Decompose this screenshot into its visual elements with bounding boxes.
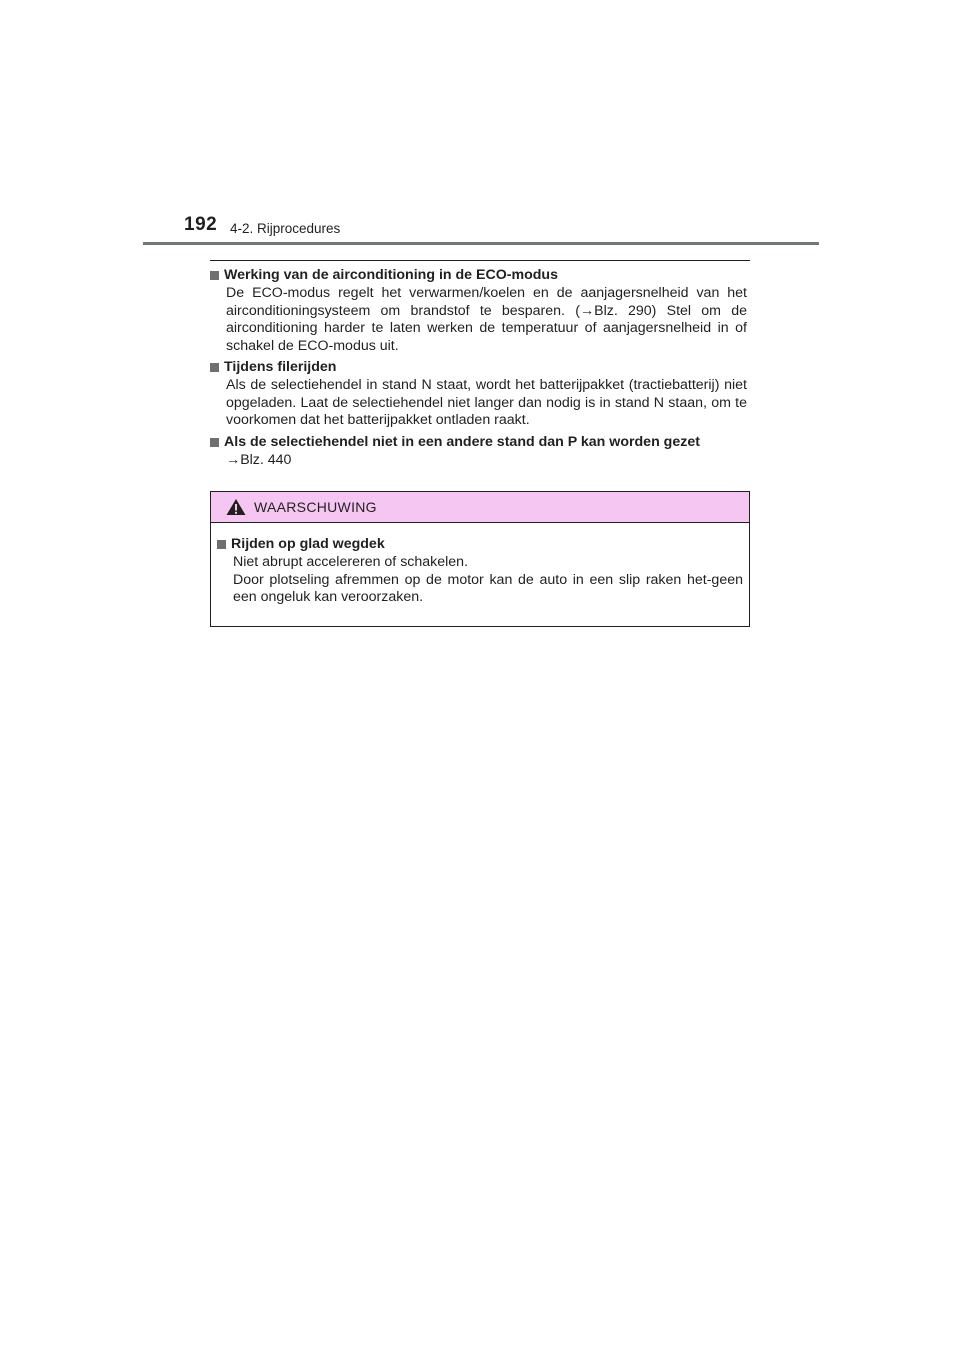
warning-triangle-icon (226, 498, 246, 516)
warning-text-line: Door plotseling afremmen op de motor kan de auto in een slip raken het-geen een ongeluk kan veroorzaken. (233, 571, 743, 605)
bullet-square-icon (217, 540, 226, 549)
item-title: Als de selectiehendel niet in een andere stand dan P kan worden gezet (224, 433, 700, 450)
list-item (210, 266, 747, 355)
item-title: Tijdens filerijden (224, 359, 337, 375)
item-heading (210, 358, 747, 377)
item-heading (210, 433, 747, 452)
warning-item-heading (217, 535, 743, 554)
cross-reference[interactable]: →Blz. 440 (226, 451, 292, 468)
content (210, 266, 747, 472)
bullet-square-icon (210, 438, 219, 447)
item-title: Werking van de airconditioning in de ECO-modus (224, 267, 558, 283)
warning-content (211, 523, 749, 607)
warning-header (211, 492, 749, 523)
header-rule (143, 242, 819, 245)
warning-title: Rijden op glad wegdek (231, 536, 385, 552)
item-body: Als de selectiehendel in stand N staat, wordt het batterijpakket (tractiebatterij) niet opgeladen. Laat de selectiehendel niet langer dan nodig is in stand N staan, om te voorkomen dat het batterijpakket ontladen raakt. (226, 377, 747, 428)
list-item (210, 433, 747, 470)
list-item (210, 358, 747, 430)
warning-label: WAARSCHUWING (254, 499, 377, 515)
warning-box (210, 491, 750, 627)
bullet-square-icon (210, 271, 219, 280)
item-heading (210, 266, 747, 285)
page-number: 192 (184, 214, 218, 235)
top-rule (210, 260, 750, 261)
item-body: De ECO-modus regelt het verwarmen/koelen en de aanjagersnelheid van het airconditioningsysteem om brandstof te besparen. (→Blz. 290) Stel om de airconditioning harder te laten werken de temperatuur of aanjagersnelheid in of schakel de ECO-modus uit. (226, 285, 747, 354)
section-title: 4-2. Rijprocedures (230, 221, 341, 236)
warning-text-line: Niet abrupt accelereren of schakelen. (233, 554, 469, 570)
bullet-square-icon (210, 363, 219, 372)
